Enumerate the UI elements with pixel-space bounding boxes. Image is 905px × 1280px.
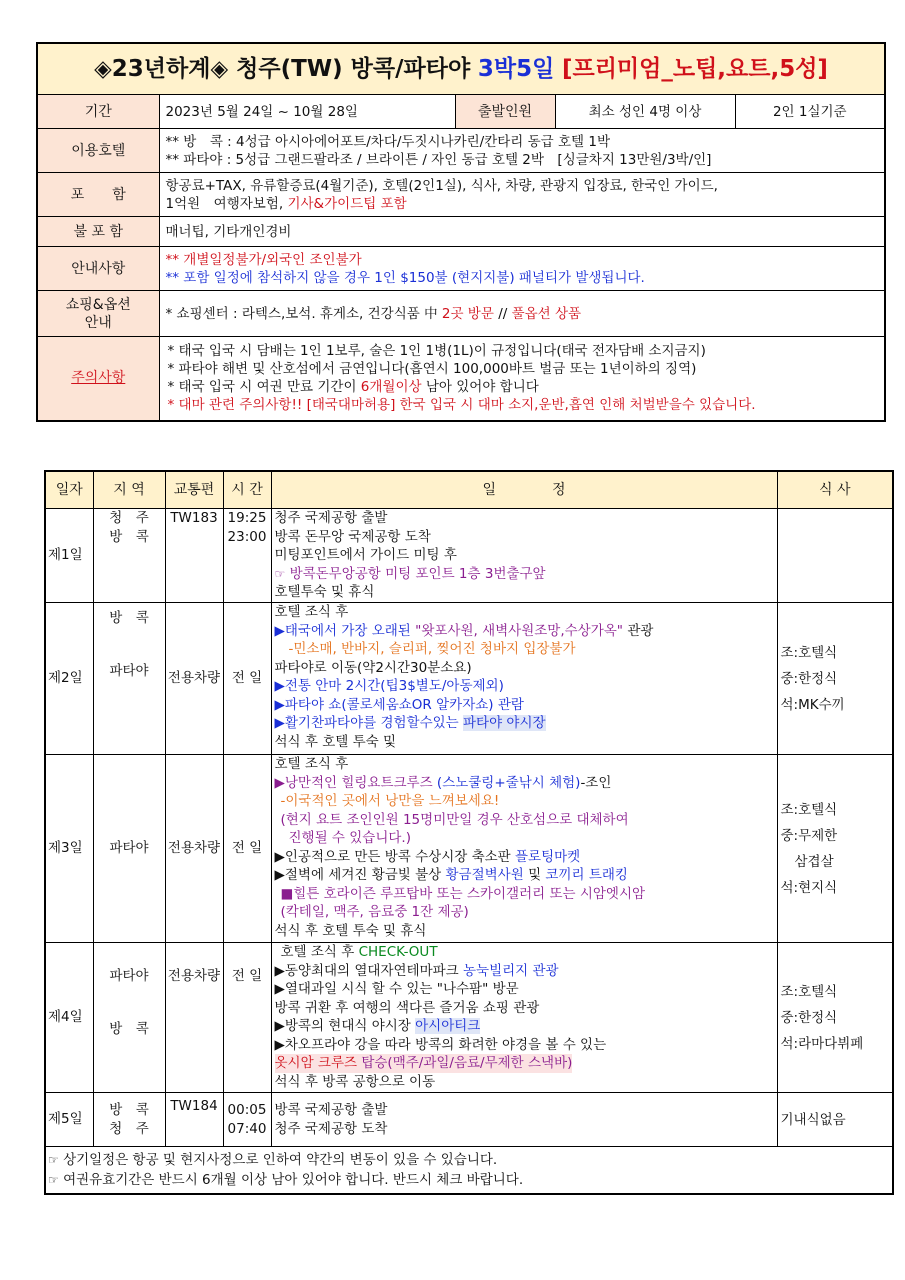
day1-line: 청주 국제공항 출발 [274, 510, 388, 526]
day3-line7d: 코끼리 트래킹 [545, 867, 628, 883]
day2-line7a: ▶활기찬파타야를 경험할수있는 [274, 715, 459, 731]
hotel-line-bangkok: ** 방 콕 : 4성급 아시아에어포트/차다/두짓시나카린/칸타리 동급 호텔 1박 [165, 133, 611, 150]
day3-line2b: (스노쿨링+줄낚시 체험) [436, 774, 581, 791]
include-line2b: 기사&가이드팁 포함 [287, 195, 407, 212]
shop-value [159, 291, 885, 337]
notice-label: 안내사항 [37, 247, 159, 291]
day1-meeting-point: 방콕돈무앙공항 미팅 포인트 1층 3번출구앞 [289, 565, 546, 582]
hotel-label: 이용호텔 [37, 129, 159, 173]
shop-visits: 2곳 방문 [441, 305, 494, 322]
tour-info-table [36, 42, 886, 422]
notice-line2: ** 포함 일정에 참석하지 않을 경우 1인 $150불 (현지지불) 패널티가 발생됩니다. [165, 269, 645, 286]
day2-label: 제2일 [45, 603, 93, 755]
day4-line6: ▶차오프라야 강을 따라 방콕의 화려한 야경을 볼 수 있는 [274, 1036, 607, 1053]
day3-meal1: 조:호텔식 [780, 801, 838, 818]
day5-region1: 방 콕 [109, 1102, 149, 1118]
day2-row [45, 603, 893, 755]
day2-line2a: ▶태국에서 가장 오래된 [274, 622, 411, 639]
day4-region2: 방 콕 [109, 1020, 149, 1037]
day4-line3: ▶열대과일 시식 할 수 있는 "나수팜" 방문 [274, 981, 519, 997]
day2-meal1: 조:호텔식 [780, 644, 838, 661]
day1-row [45, 509, 893, 603]
day1-time1: 19:25 [227, 510, 267, 526]
day4-time-text: 전 일 [231, 968, 263, 984]
day2-transport: 전용차량 [165, 603, 223, 755]
footer-note2: 여권유효기간은 반드시 6개월 이상 남아 있어야 합니다. 반드시 체크 바랍니다. [63, 1172, 524, 1188]
day3-line2a: ▶낭만적인 힐링요트크루즈 [274, 774, 433, 791]
day4-line1a: 호텔 조식 후 [280, 944, 355, 960]
pointing-hand-icon: ☞ [48, 1153, 59, 1167]
shop-label-line2: 안내 [84, 314, 112, 331]
period-value: 2023년 5월 24일 ~ 10월 28일 [159, 95, 455, 129]
day4-transport [165, 943, 223, 1093]
day5-region2: 청 주 [109, 1120, 149, 1137]
day5-time1: 00:05 [227, 1102, 267, 1118]
caution-line4: * 대마 관련 주의사항!! [태국대마허용] 한국 입국 시 대마 소지,운반,흡연 인해 처벌받을수 있습니다. [167, 397, 756, 414]
day2-region2: 파타야 [109, 662, 149, 679]
day3-time: 전 일 [223, 755, 271, 943]
day4-row [45, 943, 893, 1093]
day5-meal: 기내식없음 [777, 1093, 893, 1147]
include-value [159, 173, 885, 217]
day2-line2c: 관광 [627, 622, 654, 639]
day3-meal2b: 삼겹살 [794, 853, 834, 870]
day4-meal1: 조:호텔식 [780, 983, 838, 1000]
header-transport: 교통편 [165, 471, 223, 509]
day3-line5: 진행될 수 있습니다.) [288, 830, 411, 846]
day1-line: 미팅포인트에서 가이드 미팅 후 [274, 547, 457, 563]
day3-row [45, 755, 893, 943]
day3-line6b: 플로팅마켓 [515, 848, 581, 865]
day4-transport-text: 전용차량 [167, 968, 221, 984]
day2-meal3: 석:MK수끼 [780, 696, 845, 713]
day3-line2c: -조인 [580, 774, 612, 791]
header-time: 시 간 [223, 471, 271, 509]
day3-line8: ■힐튼 호라이즌 루프탑바 또는 스카이갤러리 또는 시암엣시암 [280, 885, 646, 902]
day1-line: 방콕 돈무앙 국제공항 도착 [274, 528, 431, 545]
day4-line2a: ▶동양최대의 열대자연테마파크 [274, 962, 459, 979]
title-nights: 3박5일 [477, 55, 555, 82]
day3-line4: (현지 요트 조인인원 15명미만일 경우 산호섬으로 대체하여 [280, 811, 629, 828]
day3-meal2: 중:무제한 [780, 827, 838, 844]
pointing-hand-icon: ☞ [274, 566, 286, 581]
day3-meal3: 석:현지식 [780, 879, 838, 896]
day2-meal [777, 603, 893, 755]
day2-line6: ▶파타야 쇼(콜로세움쇼OR 알카자쇼) 관람 [274, 696, 524, 713]
day3-meal [777, 755, 893, 943]
include-label: 포 함 [37, 173, 159, 217]
day4-meal3: 석:라마다뷔페 [780, 1035, 864, 1052]
day2-line2b: "왓포사원, 새벽사원조망,수상가옥" [415, 622, 624, 639]
day2-line: 호텔 조식 후 [274, 604, 349, 620]
caution-line3a: * 태국 입국 시 여권 만료 기간이 [167, 379, 357, 396]
caution-line3b: 6개월이상 [360, 379, 422, 396]
itinerary-table [44, 470, 894, 1195]
footer-note1: 상기일정은 항공 및 현지사정으로 인하여 약간의 변동이 있을 수 있습니다. [63, 1152, 498, 1168]
day3-line7c: 및 [528, 867, 542, 883]
day3-line3: -이국적인 곳에서 낭만을 느껴보세요! [280, 793, 500, 809]
day5-row [45, 1093, 893, 1147]
day4-line5a: ▶방콕의 현대식 야시장 [274, 1018, 411, 1034]
day3-line6a: ▶인공적으로 만든 방콕 수상시장 축소판 [274, 848, 511, 865]
notice-line1: ** 개별일정불가/외국인 조인불가 [165, 251, 362, 268]
day2-line5: ▶전통 안마 2시간(팁3$별도/아동제외) [274, 678, 504, 694]
footer-row [45, 1147, 893, 1195]
day2-region1: 방 콕 [109, 610, 149, 626]
exclude-value: 매너팁, 기타개인경비 [159, 217, 885, 247]
day3-label: 제3일 [45, 755, 93, 943]
title-prefix: ◈23년하계◈ 청주(TW) 방콕/파타야 [94, 55, 471, 82]
day4-region1: 파타야 [109, 968, 149, 984]
day2-region [93, 603, 165, 755]
header-schedule: 일 정 [271, 471, 777, 509]
day3-line1: 호텔 조식 후 [274, 756, 349, 772]
day4-line7b: 탑승(맥주/과일/음료/무제한 스낵바) [361, 1055, 573, 1071]
day5-time2: 07:40 [227, 1120, 267, 1137]
day5-schedule [271, 1093, 777, 1147]
caution-label-text: 주의사항 [71, 370, 126, 387]
day5-transport: TW184 [165, 1093, 223, 1147]
pointing-hand-icon: ☞ [48, 1173, 59, 1187]
day2-line4: 파타야로 이동(약2시간30분소요) [274, 659, 472, 676]
caution-value [159, 337, 885, 421]
day2-line8: 석식 후 호텔 투숙 및 [274, 733, 396, 750]
day2-time: 전 일 [223, 603, 271, 755]
shop-sep: // [498, 305, 508, 322]
depart-label: 출발인원 [455, 95, 555, 129]
day4-time [223, 943, 271, 1093]
include-line2a: 1억원 여행자보험, [165, 195, 284, 212]
day4-line2b: 농눅빌리지 관광 [463, 962, 559, 979]
day1-schedule [271, 509, 777, 603]
day1-line: 호텔투숙 및 휴식 [274, 584, 375, 600]
caution-line3c: 남아 있어야 합니다 [425, 379, 539, 396]
day1-transport: TW183 [165, 509, 223, 603]
day1-region1: 청 주 [109, 510, 149, 526]
day2-line3: -민소매, 반바지, 슬리퍼, 찢어진 청바지 입장불가 [288, 641, 576, 657]
day2-meal2: 중:한정식 [780, 670, 838, 687]
day3-transport: 전용차량 [165, 755, 223, 943]
day4-line1b: CHECK-OUT [358, 944, 438, 960]
room-value: 2인 1실기준 [735, 95, 885, 129]
hotel-value [159, 129, 885, 173]
depart-value: 최소 성인 4명 이상 [555, 95, 735, 129]
day5-line1: 방콕 국제공항 출발 [274, 1102, 388, 1118]
day3-region: 파타야 [93, 755, 165, 943]
caution-line1: * 태국 입국 시 담배는 1인 1보루, 술은 1인 1병(1L)이 규정입니다(태국 전자담배 소지금지) [167, 343, 706, 360]
notice-value [159, 247, 885, 291]
tour-title [37, 43, 885, 95]
day4-meal2: 중:한정식 [780, 1009, 838, 1026]
day5-line2: 청주 국제공항 도착 [274, 1120, 388, 1137]
shop-option: 풀옵션 상품 [511, 305, 582, 322]
day2-line7b: 파타야 야시장 [463, 715, 546, 731]
period-label: 기간 [37, 95, 159, 129]
shop-label-line1: 쇼핑&옵션 [65, 296, 131, 313]
header-region: 지 역 [93, 471, 165, 509]
day4-meal [777, 943, 893, 1093]
day5-region [93, 1093, 165, 1147]
day1-region2: 방 콕 [109, 528, 149, 545]
day1-meal [777, 509, 893, 603]
header-meal: 식 사 [777, 471, 893, 509]
day4-line4: 방콕 귀환 후 여행의 색다른 즐거움 쇼핑 관광 [274, 999, 540, 1016]
day1-time2: 23:00 [227, 528, 267, 545]
header-day: 일자 [45, 471, 93, 509]
day1-time [223, 509, 271, 603]
day3-line7b: 황금절벽사원 [445, 867, 524, 883]
day3-line7a: ▶절벽에 세겨진 황금빛 불상 [274, 867, 442, 883]
footer-notes [45, 1147, 893, 1195]
day4-region [93, 943, 165, 1093]
day3-line10: 석식 후 호텔 투숙 및 휴식 [274, 922, 427, 939]
day5-time [223, 1093, 271, 1147]
shop-label [37, 291, 159, 337]
day2-schedule [271, 603, 777, 755]
day3-line9: (칵테일, 맥주, 음료중 1잔 제공) [280, 904, 469, 920]
day4-line7a: 옷시암 크루즈 [274, 1055, 358, 1071]
title-tags: [프리미엄_노팁,요트,5성] [561, 55, 828, 82]
shop-centers: * 쇼핑센터 : 라텍스,보석. 휴게소, 건강식품 中 [165, 305, 438, 322]
include-line1: 항공료+TAX, 유류할증료(4월기준), 호텔(2인1실), 식사, 차량, 관광지 입장료, 한국인 가이드, [165, 177, 718, 194]
exclude-label: 불 포 함 [37, 217, 159, 247]
day4-line5b: 아시아티크 [415, 1018, 481, 1034]
day3-schedule [271, 755, 777, 943]
day5-label: 제5일 [45, 1093, 93, 1147]
caution-line2: * 파타야 해변 및 산호섬에서 금연입니다(흡연시 100,000바트 벌금 또는 1년이하의 징역) [167, 361, 697, 378]
day1-region [93, 509, 165, 603]
day4-line8: 석식 후 방콕 공항으로 이동 [274, 1073, 436, 1090]
day4-schedule [271, 943, 777, 1093]
day1-label: 제1일 [45, 509, 93, 603]
day4-label: 제4일 [45, 943, 93, 1093]
hotel-line-pattaya: ** 파타야 : 5성급 그랜드팔라조 / 브라이튼 / 자인 동급 호텔 2박 [싱글차지 13만원/3박/인] [165, 151, 712, 168]
caution-label [37, 337, 159, 421]
